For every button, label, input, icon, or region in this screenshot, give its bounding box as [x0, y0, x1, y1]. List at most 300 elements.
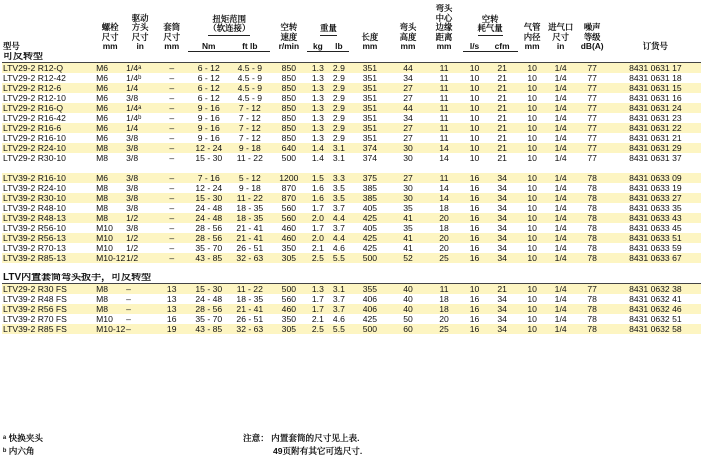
cell-model: LTV39-2 R70 FS	[3, 314, 67, 324]
cell-air-cfm: 34	[497, 183, 507, 193]
cell-air-ls: 10	[463, 143, 487, 153]
cell-torque-ftlb: 18 - 35	[236, 294, 264, 304]
cell-free-speed: 350	[281, 314, 297, 324]
table-row	[2, 193, 701, 203]
cell-square-drive: 1/4	[125, 123, 155, 133]
cell-bolt-size: M10	[95, 233, 125, 243]
cell-torque-ftlb: 18 - 35	[229, 213, 270, 223]
cell-weight-lb: 2.9	[328, 103, 349, 113]
cell-free-speed: 350	[281, 243, 297, 253]
cell-head-height: 27	[390, 173, 425, 183]
cell-bolt-size: M10-12	[96, 324, 126, 334]
cell-socket-size: –	[155, 173, 188, 183]
cell-weight-lb: 3.1	[328, 143, 349, 153]
cell-hose-size: 10	[527, 133, 537, 143]
cell-torque-ftlb: 26 - 51	[236, 314, 264, 324]
cell-air-inlet: 1/4	[554, 183, 567, 193]
cell-air-inlet: 1/4	[554, 73, 567, 83]
cell-weight-lb: 4.6	[332, 314, 345, 324]
cell-hose-size: 10	[527, 73, 537, 83]
cell-free-speed: 640	[270, 143, 307, 153]
cell-air-ls: 16	[463, 173, 487, 183]
cell-torque-nm: 24 - 48	[188, 213, 229, 223]
cell-torque-nm: 15 - 30	[195, 153, 223, 163]
cell-weight-lb: 3.7	[328, 304, 349, 314]
cell-weight-lb: 2.9	[332, 133, 345, 143]
spec-table	[2, 4, 701, 334]
header-torque-range: 扭矩范围 （软连接）	[188, 4, 270, 36]
cell-air-cfm: 34	[487, 213, 518, 223]
cell-noise-level: 77	[575, 123, 610, 133]
cell-free-speed: 305	[270, 324, 307, 334]
cell-ordering-number: 8431 0633 51	[610, 233, 701, 243]
cell-weight-kg: 1.7	[311, 203, 324, 213]
cell-torque-ftlb: 9 - 18	[238, 183, 261, 193]
table-row	[2, 103, 701, 113]
cell-side-distance: 14	[426, 193, 463, 203]
cell-bolt-size: M6	[95, 103, 125, 113]
cell-free-speed: 870	[270, 193, 307, 203]
cell-square-drive: 3/8	[126, 93, 139, 103]
cell-air-ls: 10	[463, 123, 487, 133]
cell-socket-size: –	[155, 83, 188, 93]
cell-head-height: 27	[403, 133, 413, 143]
cell-ordering-number: 8431 0631 15	[610, 83, 701, 93]
cell-socket-size: –	[155, 253, 188, 263]
cell-hose-size: 10	[527, 183, 537, 193]
cell-length: 375	[349, 173, 390, 183]
cell-weight-kg: 2.0	[307, 233, 328, 243]
cell-free-speed: 850	[281, 133, 297, 143]
cell-side-distance: 11	[426, 284, 463, 295]
cell-model: LTV29-2 R30 FS	[2, 284, 95, 295]
table-row	[2, 324, 701, 334]
cell-torque-ftlb: 4.5 - 9	[237, 73, 262, 83]
cell-free-speed: 560	[270, 213, 307, 223]
cell-free-speed: 460	[281, 223, 297, 233]
cell-side-distance: 11	[426, 173, 463, 183]
cell-length: 374	[349, 143, 390, 153]
cell-torque-ftlb: 11 - 22	[229, 193, 270, 203]
cell-weight-lb: 2.9	[328, 63, 349, 74]
table-row	[2, 243, 701, 253]
cell-head-height: 34	[403, 73, 413, 83]
cell-bolt-size: M10-12	[96, 253, 126, 263]
cell-bolt-size: M8	[95, 193, 125, 203]
cell-head-height: 27	[390, 123, 425, 133]
table-row	[2, 203, 701, 213]
cell-air-cfm: 34	[497, 243, 507, 253]
cell-weight-kg: 1.3	[307, 284, 328, 295]
cell-ordering-number: 8431 0633 67	[610, 253, 701, 263]
cell-air-ls: 16	[469, 294, 480, 304]
cell-noise-level: 78	[575, 173, 610, 183]
cell-socket-size: –	[169, 73, 175, 83]
cell-socket-size: –	[155, 213, 188, 223]
header-air-inlet: 进气口 尺寸 in	[548, 22, 574, 51]
cell-length: 406	[362, 294, 378, 304]
cell-air-ls: 10	[469, 93, 480, 103]
cell-hose-size: 10	[518, 253, 547, 263]
cell-weight-lb: 2.9	[328, 123, 349, 133]
cell-air-inlet: 1/4	[554, 133, 567, 143]
table-row	[2, 314, 701, 324]
cell-noise-level: 77	[587, 153, 597, 163]
header-air-cfm: cfm	[487, 36, 518, 52]
cell-ordering-number: 8431 0631 21	[629, 133, 682, 143]
cell-noise-level: 78	[575, 304, 610, 314]
cell-air-cfm: 21	[487, 123, 518, 133]
notes	[243, 432, 362, 458]
cell-air-inlet: 1/4	[547, 83, 575, 93]
cell-hose-size: 10	[527, 223, 537, 233]
cell-side-distance: 25	[426, 253, 463, 263]
cell-square-drive: 1/2	[126, 243, 139, 253]
cell-torque-nm: 28 - 56	[195, 223, 223, 233]
cell-torque-nm: 9 - 16	[197, 113, 220, 123]
cell-air-cfm: 21	[487, 63, 518, 74]
cell-air-inlet: 1/4	[554, 223, 567, 233]
cell-socket-size: 13	[155, 284, 188, 295]
cell-ordering-number: 8431 0632 46	[610, 304, 701, 314]
cell-side-distance: 11	[439, 113, 449, 123]
cell-head-height: 35	[403, 223, 413, 233]
cell-torque-nm: 12 - 24	[195, 183, 223, 193]
cell-length: 425	[349, 233, 390, 243]
cell-torque-ftlb: 21 - 41	[236, 223, 264, 233]
footnote-quick-change: ᵃ 快换夹头	[3, 433, 44, 443]
cell-air-ls: 10	[469, 153, 480, 163]
cell-free-speed: 500	[270, 284, 307, 295]
cell-free-speed: 560	[281, 294, 297, 304]
cell-free-speed: 850	[270, 63, 307, 74]
cell-side-distance: 11	[426, 63, 463, 74]
cell-model: LTV29-2 R16-Q	[2, 103, 95, 113]
cell-hose-size: 10	[518, 284, 547, 295]
cell-ordering-number: 8431 0632 58	[610, 324, 701, 334]
cell-length: 405	[362, 223, 378, 233]
cell-air-ls: 16	[469, 203, 480, 213]
cell-side-distance: 11	[439, 73, 449, 83]
cell-length: 385	[362, 183, 378, 193]
cell-torque-nm: 28 - 56	[188, 233, 229, 243]
cell-noise-level: 77	[587, 93, 597, 103]
cell-bolt-size: M6	[95, 83, 125, 93]
cell-torque-ftlb: 7 - 12	[229, 123, 270, 133]
cell-weight-lb: 4.4	[328, 233, 349, 243]
note-other-sizes: 49页附有其它可选尺寸.	[273, 446, 363, 456]
cell-noise-level: 77	[587, 113, 597, 123]
cell-hose-size: 10	[527, 153, 537, 163]
cell-ordering-number: 8431 0633 27	[610, 193, 701, 203]
header-square-drive: 驱动 方头 尺寸 in	[131, 12, 149, 51]
cell-torque-ftlb: 7 - 12	[238, 113, 261, 123]
cell-socket-size: –	[169, 93, 175, 103]
cell-torque-nm: 6 - 12	[188, 63, 229, 74]
cell-weight-lb: 2.9	[332, 113, 345, 123]
cell-ordering-number: 8431 0631 24	[610, 103, 701, 113]
cell-torque-ftlb: 9 - 18	[229, 143, 270, 153]
table-row	[2, 233, 701, 243]
cell-torque-nm: 24 - 48	[195, 294, 223, 304]
cell-socket-size: –	[169, 133, 175, 143]
cell-hose-size: 10	[518, 143, 547, 153]
cell-bolt-size: M10	[96, 243, 113, 253]
cell-torque-nm: 9 - 16	[197, 133, 220, 143]
cell-free-speed: 850	[270, 123, 307, 133]
cell-weight-kg: 2.5	[307, 253, 328, 263]
cell-noise-level: 78	[575, 233, 610, 243]
cell-torque-nm: 6 - 12	[197, 73, 220, 83]
cell-bolt-size: M6	[96, 73, 109, 83]
table-row	[2, 173, 701, 183]
cell-hose-size: 10	[518, 193, 547, 203]
cell-air-inlet: 1/4	[547, 233, 575, 243]
cell-socket-size: –	[169, 153, 175, 163]
cell-hose-size: 10	[527, 113, 537, 123]
cell-hose-size: 10	[518, 213, 547, 223]
header-length: 长度 mm	[361, 31, 379, 51]
cell-square-drive: 3/8	[125, 173, 155, 183]
cell-length: 351	[349, 63, 390, 74]
cell-head-height: 50	[403, 314, 413, 324]
cell-weight-kg: 1.6	[307, 193, 328, 203]
cell-air-inlet: 1/4	[554, 294, 567, 304]
cell-model: LTV29-2 R16-6	[2, 123, 95, 133]
cell-weight-lb: 3.1	[328, 284, 349, 295]
cell-weight-lb: 5.5	[328, 253, 349, 263]
cell-model: LTV29-2 R16-42	[3, 113, 66, 123]
cell-torque-nm: 35 - 70	[195, 314, 223, 324]
cell-ordering-number: 8431 0633 59	[629, 243, 682, 253]
cell-ordering-number: 8431 0631 29	[610, 143, 701, 153]
cell-hose-size: 10	[527, 203, 537, 213]
cell-model: LTV39-2 R56 FS	[2, 304, 95, 314]
cell-hose-size: 10	[518, 103, 547, 113]
cell-air-inlet: 1/4	[554, 113, 567, 123]
cell-air-cfm: 21	[497, 93, 507, 103]
cell-length: 355	[349, 284, 390, 295]
cell-free-speed: 850	[270, 103, 307, 113]
cell-air-cfm: 34	[487, 173, 518, 183]
cell-free-speed: 1200	[270, 173, 307, 183]
cell-side-distance: 11	[426, 103, 463, 113]
cell-weight-lb: 5.5	[328, 324, 349, 334]
cell-side-distance: 20	[426, 233, 463, 243]
note-socket-size: 注意： 内置套筒的尺寸见上表.	[243, 433, 360, 443]
cell-air-ls: 16	[463, 253, 487, 263]
cell-hose-size: 10	[527, 243, 537, 253]
cell-noise-level: 78	[587, 314, 597, 324]
cell-noise-level: 78	[587, 203, 597, 213]
table-row	[2, 143, 701, 153]
table-header	[2, 4, 701, 52]
header-torque-nm: Nm	[188, 36, 229, 52]
cell-air-cfm: 34	[487, 233, 518, 243]
cell-free-speed: 850	[281, 73, 297, 83]
cell-length: 500	[349, 324, 390, 334]
cell-square-drive: 1/4ᵃ	[125, 63, 155, 74]
cell-noise-level: 78	[587, 223, 597, 233]
cell-air-cfm: 21	[497, 113, 507, 123]
cell-noise-level: 77	[587, 133, 597, 143]
cell-air-cfm: 34	[487, 193, 518, 203]
cell-torque-ftlb: 21 - 41	[229, 233, 270, 243]
cell-bolt-size: M8	[95, 143, 125, 153]
cell-model: LTV29-2 R12-10	[3, 93, 66, 103]
cell-model: LTV29-2 R16-10	[3, 133, 66, 143]
cell-model: LTV39-2 R30-10	[2, 193, 95, 203]
cell-air-ls: 16	[463, 213, 487, 223]
cell-torque-ftlb: 26 - 51	[236, 243, 264, 253]
cell-air-inlet: 1/4	[554, 93, 567, 103]
cell-side-distance: 11	[426, 83, 463, 93]
cell-socket-size: –	[155, 123, 188, 133]
cell-socket-size: 16	[166, 314, 177, 324]
cell-socket-size: 13	[155, 304, 188, 314]
cell-head-height: 52	[390, 253, 425, 263]
cell-model: LTV29-2 R30-10	[3, 153, 66, 163]
cell-side-distance: 14	[439, 183, 449, 193]
cell-air-cfm: 34	[487, 253, 518, 263]
cell-length: 425	[362, 314, 378, 324]
table-row	[2, 123, 701, 133]
cell-ordering-number: 8431 0632 41	[629, 294, 682, 304]
cell-weight-lb: 3.7	[332, 294, 345, 304]
cell-socket-size: –	[169, 243, 175, 253]
cell-head-height: 40	[403, 294, 413, 304]
cell-model: LTV29-2 R24-10	[2, 143, 95, 153]
cell-free-speed: 850	[281, 113, 297, 123]
cell-weight-kg: 1.5	[307, 173, 328, 183]
cell-model: LTV39-2 R48-10	[3, 203, 66, 213]
cell-square-drive: 3/8	[125, 193, 155, 203]
cell-model: LTV39-2 R24-10	[3, 183, 66, 193]
header-model: 型号	[3, 41, 20, 51]
cell-torque-ftlb: 4.5 - 9	[237, 93, 262, 103]
cell-air-inlet: 1/4	[547, 253, 575, 263]
cell-ordering-number: 8431 0631 16	[629, 93, 682, 103]
cell-noise-level: 77	[587, 73, 597, 83]
cell-air-inlet: 1/4	[547, 123, 575, 133]
cell-length: 351	[349, 123, 390, 133]
cell-bolt-size: M8	[95, 213, 125, 223]
cell-air-ls: 10	[469, 113, 480, 123]
cell-square-drive: 1/4ᵇ	[126, 73, 142, 83]
cell-weight-lb: 3.7	[332, 223, 345, 233]
cell-ordering-number: 8431 0631 23	[629, 113, 682, 123]
cell-ordering-number: 8431 0633 09	[610, 173, 701, 183]
cell-bolt-size: M6	[95, 173, 125, 183]
cell-head-height: 40	[390, 304, 425, 314]
cell-length: 351	[349, 83, 390, 93]
cell-torque-nm: 6 - 12	[188, 83, 229, 93]
cell-head-height: 30	[403, 183, 413, 193]
cell-ordering-number: 8431 0631 22	[610, 123, 701, 133]
cell-length: 351	[362, 93, 378, 103]
cell-bolt-size: M6	[95, 63, 125, 74]
cell-air-cfm: 34	[487, 324, 518, 334]
cell-air-ls: 10	[469, 73, 480, 83]
cell-ordering-number: 8431 0633 19	[629, 183, 682, 193]
cell-bolt-size: M8	[96, 294, 109, 304]
cell-noise-level: 78	[575, 213, 610, 223]
cell-air-cfm: 34	[497, 314, 507, 324]
cell-head-height: 44	[390, 103, 425, 113]
cell-bolt-size: M8	[96, 203, 109, 213]
table-row	[2, 93, 701, 103]
cell-weight-kg: 1.4	[307, 143, 328, 153]
table-row	[2, 253, 701, 263]
cell-model: LTV39-2 R85 FS	[2, 324, 95, 334]
cell-torque-ftlb: 4.5 - 9	[229, 83, 270, 93]
cell-noise-level: 77	[575, 83, 610, 93]
cell-ordering-number: 8431 0631 37	[629, 153, 682, 163]
cell-length: 425	[362, 243, 378, 253]
cell-length: 385	[349, 193, 390, 203]
cell-length: 500	[349, 253, 390, 263]
cell-torque-nm: 6 - 12	[197, 93, 220, 103]
cell-air-cfm: 34	[487, 304, 518, 314]
cell-ordering-number: 8431 0632 38	[610, 284, 701, 295]
cell-model: LTV29-2 R12-6	[2, 83, 95, 93]
cell-air-inlet: 1/4	[547, 304, 575, 314]
cell-weight-lb: 4.6	[332, 243, 345, 253]
cell-hose-size: 10	[527, 294, 537, 304]
cell-bolt-size: M8	[95, 284, 125, 295]
cell-square-drive: –	[125, 284, 155, 295]
cell-weight-kg: 1.3	[307, 63, 328, 74]
cell-torque-ftlb: 4.5 - 9	[229, 63, 270, 74]
cell-weight-kg: 1.7	[311, 223, 324, 233]
cell-square-drive: 1/2	[125, 233, 155, 243]
cell-torque-nm: 12 - 24	[188, 143, 229, 153]
cell-hose-size: 10	[518, 83, 547, 93]
cell-bolt-size: M6	[96, 93, 109, 103]
cell-ordering-number: 8431 0631 17	[610, 63, 701, 74]
cell-socket-size: 19	[155, 324, 188, 334]
table-row	[2, 223, 701, 233]
cell-head-height: 30	[403, 153, 413, 163]
cell-air-ls: 16	[463, 193, 487, 203]
cell-side-distance: 20	[426, 213, 463, 223]
cell-air-inlet: 1/4	[554, 153, 567, 163]
header-hose-size: 气管 内径 mm	[523, 22, 541, 51]
cell-side-distance: 14	[439, 153, 449, 163]
cell-weight-lb: 3.5	[332, 183, 345, 193]
cell-side-distance: 11	[439, 133, 449, 143]
cell-length: 406	[349, 304, 390, 314]
cell-air-ls: 16	[463, 324, 487, 334]
cell-bolt-size: M6	[95, 123, 125, 133]
cell-model: LTV39-2 R85-13	[2, 253, 95, 263]
cell-weight-kg: 1.3	[311, 73, 324, 83]
cell-length: 351	[362, 133, 378, 143]
cell-air-inlet: 1/4	[547, 284, 575, 295]
cell-ordering-number: 8431 0633 45	[629, 223, 682, 233]
cell-socket-size: 13	[166, 294, 177, 304]
cell-air-inlet: 1/4	[547, 213, 575, 223]
cell-square-drive: –	[126, 294, 131, 304]
cell-noise-level: 77	[575, 103, 610, 113]
cell-square-drive: –	[125, 324, 155, 334]
cell-free-speed: 870	[281, 183, 297, 193]
section-title: 可反转型	[2, 52, 701, 63]
cell-torque-ftlb: 18 - 35	[236, 203, 264, 213]
cell-socket-size: –	[155, 193, 188, 203]
cell-ordering-number: 8431 0633 35	[629, 203, 682, 213]
cell-square-drive: –	[125, 304, 155, 314]
